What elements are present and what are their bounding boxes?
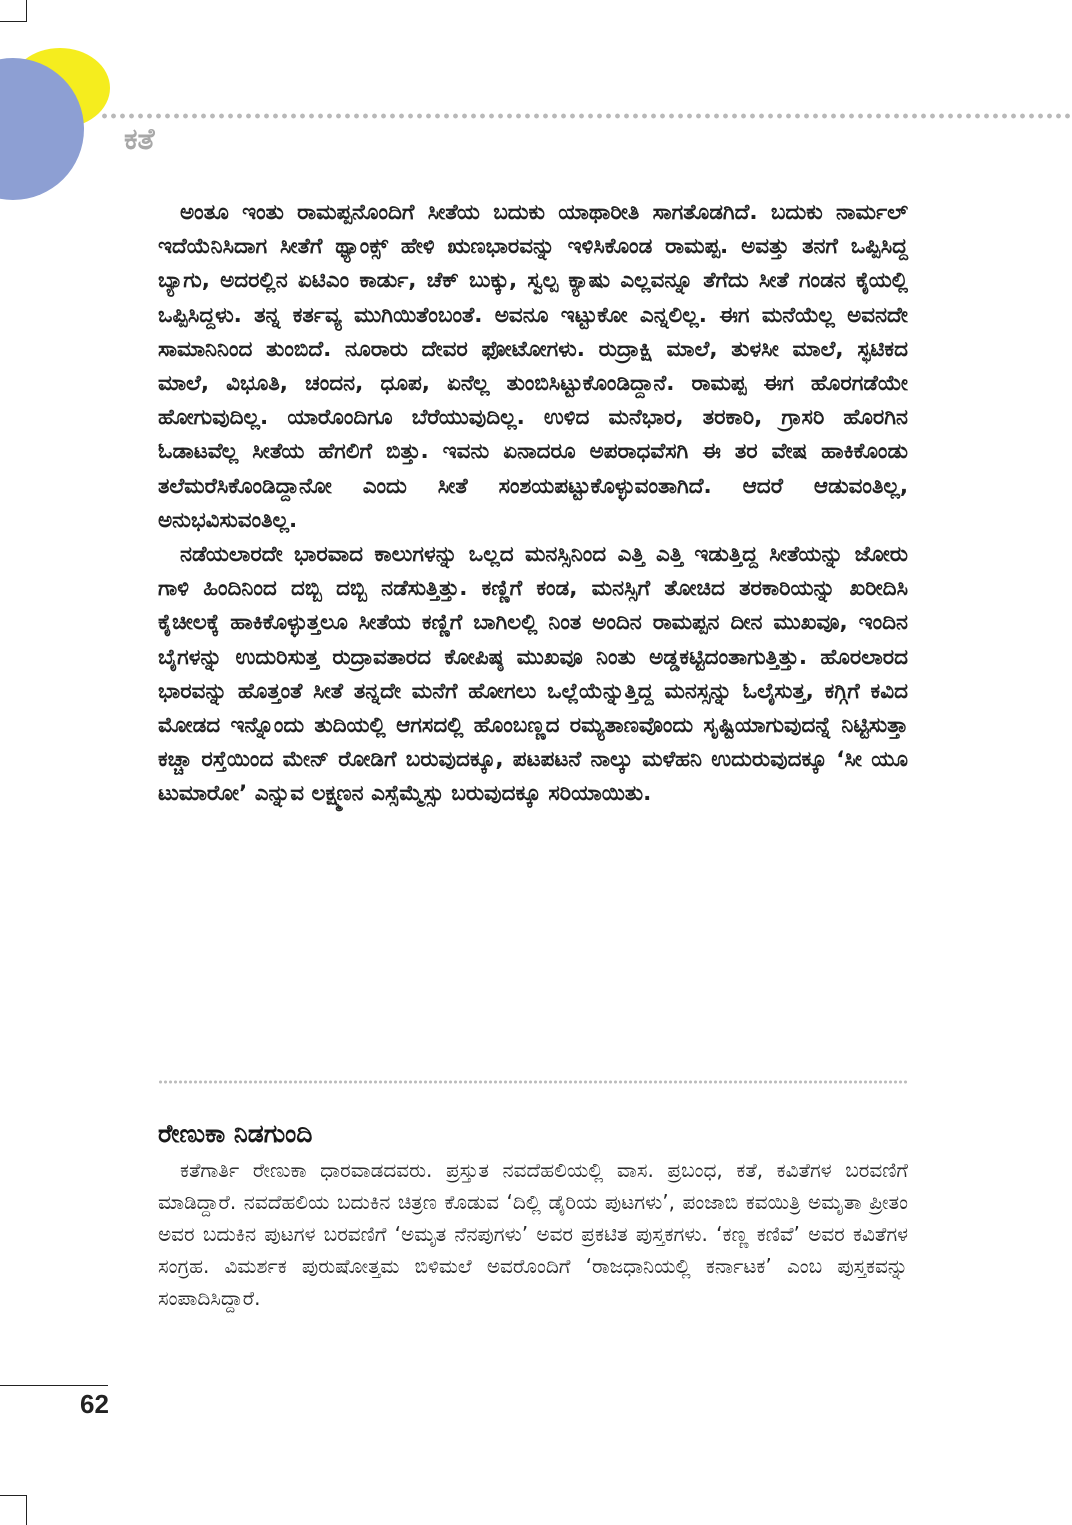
- crop-mark-top-vertical: [26, 0, 27, 22]
- story-paragraph: ಅಂತೂ ಇಂತು ರಾಮಪ್ಪನೊಂದಿಗೆ ಸೀತೆಯ ಬದುಕು ಯಾಥಾರೀತಿ ಸಾಗತೊಡಗಿದೆ. ಬದುಕು ನಾರ್ಮಲ್ ಇದೆಯೆನಿಸಿದಾಗ ಸೀತೆಗೆ ಥ್ಯಾಂಕ್ಸ್ ಹೇಳಿ ಋಣಭಾರವನ್ನು ಇಳಿಸಿಕೊಂಡ ರಾಮಪ್ಪ. ಅವತ್ತು ತನಗೆ ಒಪ್ಪಿಸಿದ್ದ ಬ್ಯಾಗು, ಅದರಲ್ಲಿನ ಏಟಿಎಂ ಕಾರ್ಡು, ಚೆಕ್ ಬುಕ್ಕು, ಸ್ವಲ್ಪ ಕ್ಯಾಷು ಎಲ್ಲವನ್ನೂ ತೆಗೆದು ಸೀತೆ ಗಂಡನ ಕೈಯಲ್ಲಿ ಒಪ್ಪಿಸಿದ್ದಳು. ತನ್ನ ಕರ್ತವ್ಯ ಮುಗಿಯಿತೆಂಬಂತೆ. ಅವನೂ ಇಟ್ಟುಕೋ ಎನ್ನಲಿಲ್ಲ. ಈಗ ಮನೆಯೆಲ್ಲ ಅವನದೇ ಸಾಮಾನಿನಿಂದ ತುಂಬಿದೆ. ನೂರಾರು ದೇವರ ಫೋಟೋಗಳು. ರುದ್ರಾಕ್ಷಿ ಮಾಲೆ, ತುಳಸೀ ಮಾಲೆ, ಸ್ಫಟಿಕದ ಮಾಲೆ, ವಿಭೂತಿ, ಚಂದನ, ಧೂಪ, ಏನೆಲ್ಲ ತುಂಬಿಸಿಟ್ಟುಕೊಂಡಿದ್ದಾನೆ. ರಾಮಪ್ಪ ಈಗ ಹೊರಗಡೆಯೇ ಹೋಗುವುದಿಲ್ಲ. ಯಾರೊಂದಿಗೂ ಬೆರೆಯುವುದಿಲ್ಲ. ಉಳಿದ ಮನೆಭಾರ, ತರಕಾರಿ, ಗ್ರಾಸರಿ ಹೊರಗಿನ ಓಡಾಟವೆಲ್ಲ ಸೀತೆಯ ಹೆಗಲಿಗೆ ಬಿತ್ತು. ಇವನು ಏನಾದರೂ ಅಪರಾಧವೆಸಗಿ ಈ ತರ ವೇಷ ಹಾಕಿಕೊಂಡು ತಲೆಮರೆಸಿಕೊಂಡಿದ್ದಾನೋ ಎಂದು ಸೀತೆ ಸಂಶಯಪಟ್ಟುಕೊಳ್ಳುವಂತಾಗಿದೆ. ಆದರೆ ಆಡುವಂತಿಲ್ಲ, ಅನುಭವಿಸುವಂತಿಲ್ಲ.: [158, 200, 908, 533]
- header-dotted-rule: [100, 113, 1072, 119]
- author-bio: [158, 1154, 908, 1314]
- crop-mark-top-horizontal: [0, 21, 27, 22]
- section-label: ಕತೆ: [124, 122, 155, 157]
- page-number-rule: [0, 1385, 108, 1386]
- author-bio-text: ಕತೆಗಾರ್ತಿ ರೇಣುಕಾ ಧಾರವಾಡದವರು. ಪ್ರಸ್ತುತ ನವದೆಹಲಿಯಲ್ಲಿ ವಾಸ. ಪ್ರಬಂಧ, ಕತೆ, ಕವಿತೆಗಳ ಬರವಣಿಗೆ ಮಾಡಿದ್ದಾರೆ. ನವದೆಹಲಿಯ ಬದುಕಿನ ಚಿತ್ರಣ ಕೊಡುವ ‘ದಿಲ್ಲಿ ಡೈರಿಯ ಪುಟಗಳು’, ಪಂಜಾಬಿ ಕವಯಿತ್ರಿ ಅಮೃತಾ ಪ್ರೀತಂ ಅವರ ಬದುಕಿನ ಪುಟಗಳ ಬರವಣಿಗೆ ‘ಅಮೃತ ನೆನಪುಗಳು’ ಅವರ ಪ್ರಕಟಿತ ಪುಸ್ತಕಗಳು. ‘ಕಣ್ಣ ಕಣಿವೆ’ ಅವರ ಕವಿತೆಗಳ ಸಂಗ್ರಹ. ವಿಮರ್ಶಕ ಪುರುಷೋತ್ತಮ ಬಿಳಿಮಲೆ ಅವರೊಂದಿಗೆ ‘ರಾಜಧಾನಿಯಲ್ಲಿ ಕರ್ನಾಟಕ’ ಎಂಬ ಪುಸ್ತಕವನ್ನು ಸಂಪಾದಿಸಿದ್ದಾರೆ.: [158, 1158, 908, 1310]
- page-number: 62: [80, 1389, 109, 1419]
- author-name: ರೇಣುಕಾ ನಿಡಗುಂದಿ: [158, 1119, 313, 1148]
- crop-mark-bottom-horizontal: [0, 1495, 27, 1496]
- bio-dotted-rule: [158, 1080, 908, 1084]
- story-body: [158, 196, 908, 812]
- crop-mark-bottom-vertical: [26, 1495, 27, 1525]
- story-paragraph: ನಡೆಯಲಾರದೇ ಭಾರವಾದ ಕಾಲುಗಳನ್ನು ಒಲ್ಲದ ಮನಸ್ಸಿನಿಂದ ಎತ್ತಿ ಎತ್ತಿ ಇಡುತ್ತಿದ್ದ ಸೀತೆಯನ್ನು ಜೋರು ಗಾಳಿ ಹಿಂದಿನಿಂದ ದಬ್ಬಿ ದಬ್ಬಿ ನಡೆಸುತ್ತಿತ್ತು. ಕಣ್ಣಿಗೆ ಕಂಡ, ಮನಸ್ಸಿಗೆ ತೋಚಿದ ತರಕಾರಿಯನ್ನು ಖರೀದಿಸಿ ಕೈಚೀಲಕ್ಕೆ ಹಾಕಿಕೊಳ್ಳುತ್ತಲೂ ಸೀತೆಯ ಕಣ್ಣಿಗೆ ಬಾಗಿಲಲ್ಲಿ ನಿಂತ ಅಂದಿನ ರಾಮಪ್ಪನ ದೀನ ಮುಖವೂ, ಇಂದಿನ ಬೈಗಳನ್ನು ಉದುರಿಸುತ್ತ ರುದ್ರಾವತಾರದ ಕೋಪಿಷ್ಠ ಮುಖವೂ ನಿಂತು ಅಡ್ಡಕಟ್ಟಿದಂತಾಗುತ್ತಿತ್ತು. ಹೊರಲಾರದ ಭಾರವನ್ನು ಹೊತ್ತಂತೆ ಸೀತೆ ತನ್ನದೇ ಮನೆಗೆ ಹೋಗಲು ಒಲ್ಲೆಯೆನ್ನುತ್ತಿದ್ದ ಮನಸ್ಸನ್ನು ಓಲೈಸುತ್ತ, ಕಗ್ಗಿಗೆ ಕವಿದ ಮೋಡದ ಇನ್ನೊಂದು ತುದಿಯಲ್ಲಿ ಆಗಸದಲ್ಲಿ ಹೊಂಬಣ್ಣದ ರಮ್ಯತಾಣವೊಂದು ಸೃಷ್ಟಿಯಾಗುವುದನ್ನೆ ನಿಟ್ಟಿಸುತ್ತಾ ಕಚ್ಚಾ ರಸ್ತೆಯಿಂದ ಮೇನ್ ರೋಡಿಗೆ ಬರುವುದಕ್ಕೂ, ಪಟಪಟನೆ ನಾಲ್ಕು ಮಳೆಹನಿ ಉದುರುವುದಕ್ಕೂ ‘ಸೀ ಯೂ ಟುಮಾರೋ’ ಎನ್ನುವ ಲಕ್ಷ್ಮಣನ ಎಸ್ಸೆಮ್ಮೆಸ್ಸು ಬರುವುದಕ್ಕೂ ಸರಿಯಾಯಿತು.: [158, 542, 908, 807]
